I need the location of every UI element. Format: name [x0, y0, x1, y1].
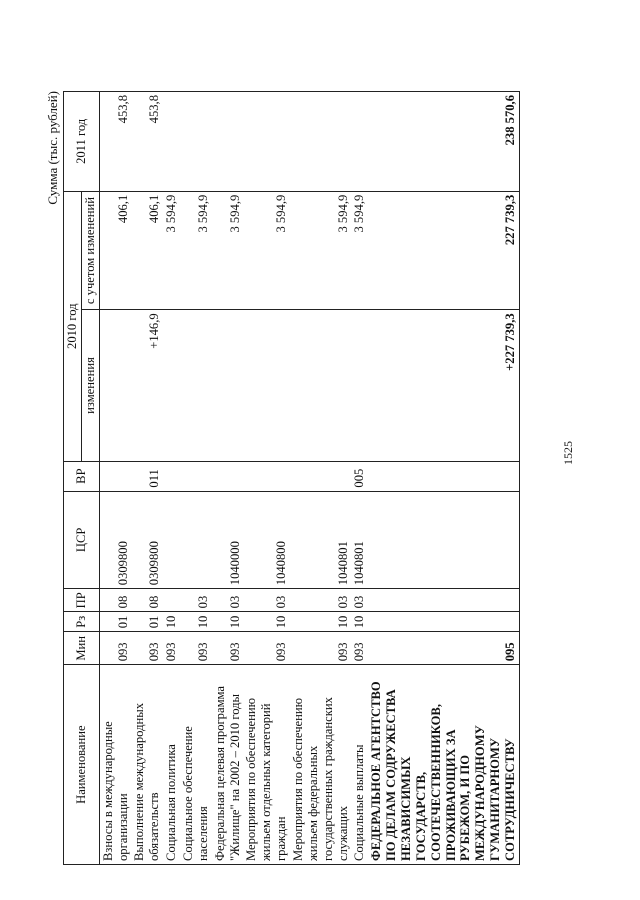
- cell-with-changes: 3 594,9: [243, 191, 290, 310]
- cell-name: Социальные выплаты: [351, 665, 368, 865]
- cell-changes: [212, 310, 244, 461]
- cell-pr: 03: [212, 589, 244, 612]
- table-row: [163, 92, 180, 865]
- cell-name: Федеральная целевая программа "Жилище" на 2002 – 2010 годы: [212, 665, 244, 865]
- table-row: [99, 92, 131, 865]
- header-changes: изменения: [81, 310, 99, 461]
- budget-table: [63, 91, 520, 865]
- cell-pr: 03: [180, 589, 212, 612]
- cell-csr: 1040801: [351, 491, 368, 589]
- cell-csr: [368, 491, 519, 589]
- unit-caption: Сумма (тыс. рублей): [45, 91, 60, 205]
- cell-y2011: 453,8: [131, 92, 163, 192]
- cell-with-changes: 406,1: [131, 191, 163, 310]
- cell-min: 093: [163, 632, 180, 665]
- cell-vr: 005: [351, 461, 368, 491]
- cell-csr: [163, 491, 180, 589]
- cell-csr: 1040801: [290, 491, 351, 589]
- cell-rz: 10: [243, 612, 290, 632]
- header-2010: 2010 год: [64, 191, 82, 461]
- cell-min: 095: [368, 632, 519, 665]
- cell-pr: 08: [131, 589, 163, 612]
- cell-vr: [163, 461, 180, 491]
- cell-y2011: [212, 92, 244, 192]
- cell-pr: 03: [290, 589, 351, 612]
- cell-changes: [243, 310, 290, 461]
- table-row: [131, 92, 163, 865]
- table-row: [290, 92, 351, 865]
- header-name: Наименование: [64, 665, 100, 865]
- cell-y2011: [163, 92, 180, 192]
- cell-csr: 0309800: [131, 491, 163, 589]
- cell-y2011: [243, 92, 290, 192]
- cell-min: 093: [243, 632, 290, 665]
- cell-pr: 08: [99, 589, 131, 612]
- cell-csr: 0309800: [99, 491, 131, 589]
- cell-with-changes: 3 594,9: [290, 191, 351, 310]
- cell-with-changes: 3 594,9: [163, 191, 180, 310]
- cell-pr: 03: [351, 589, 368, 612]
- cell-rz: 10: [351, 612, 368, 632]
- header-with-changes: с учетом изменений: [81, 191, 99, 310]
- cell-name: Социальное обеспечение населения: [180, 665, 212, 865]
- cell-min: 093: [212, 632, 244, 665]
- table-row: [180, 92, 212, 865]
- cell-vr: 011: [131, 461, 163, 491]
- cell-changes: [99, 310, 131, 461]
- cell-name: Мероприятия по обеспечению жильем отдельных категорий граждан: [243, 665, 290, 865]
- cell-changes: [290, 310, 351, 461]
- cell-name: Взносы в международные организации: [99, 665, 131, 865]
- cell-with-changes: 3 594,9: [180, 191, 212, 310]
- header-min: Мин: [64, 632, 100, 665]
- cell-vr: [368, 461, 519, 491]
- cell-vr: [180, 461, 212, 491]
- table-row: [243, 92, 290, 865]
- header-vr: ВР: [64, 461, 100, 491]
- cell-min: 093: [131, 632, 163, 665]
- header-2011: 2011 год: [64, 92, 100, 192]
- cell-rz: 01: [131, 612, 163, 632]
- cell-changes: +146,9: [131, 310, 163, 461]
- cell-changes: [180, 310, 212, 461]
- cell-rz: 10: [290, 612, 351, 632]
- cell-rz: [368, 612, 519, 632]
- cell-changes: [163, 310, 180, 461]
- cell-y2011: [290, 92, 351, 192]
- cell-y2011: 453,8: [99, 92, 131, 192]
- cell-with-changes: 3 594,9: [351, 191, 368, 310]
- cell-name: Выполнение международных обязательств: [131, 665, 163, 865]
- cell-changes: +227 739,3: [368, 310, 519, 461]
- cell-changes: [351, 310, 368, 461]
- cell-y2011: 238 570,6: [368, 92, 519, 192]
- cell-csr: 1040000: [212, 491, 244, 589]
- cell-y2011: [351, 92, 368, 192]
- cell-csr: [180, 491, 212, 589]
- rotated-content: [45, 65, 605, 865]
- cell-rz: 10: [212, 612, 244, 632]
- cell-min: 093: [99, 632, 131, 665]
- cell-vr: [243, 461, 290, 491]
- cell-pr: 03: [243, 589, 290, 612]
- cell-rz: 10: [180, 612, 212, 632]
- cell-pr: [163, 589, 180, 612]
- cell-name: Мероприятия по обеспечению жильем федеральных государственных гражданских служащих: [290, 665, 351, 865]
- cell-rz: 01: [99, 612, 131, 632]
- header-rz: Рз: [64, 612, 100, 632]
- cell-vr: [212, 461, 244, 491]
- cell-pr: [368, 589, 519, 612]
- table-row: [351, 92, 368, 865]
- cell-name: ФЕДЕРАЛЬНОЕ АГЕНТСТВО ПО ДЕЛАМ СОДРУЖЕСТВА НЕЗАВИСИМЫХ ГОСУДАРСТВ, СООТЕЧЕСТВЕННИКОВ, ПРОЖИВАЮЩИХ ЗА РУБЕЖОМ, И ПО МЕЖДУНАРОДНОМУ ГУМАНИТАРНОМУ СОТРУДНИЧЕСТВУ: [368, 665, 519, 865]
- header-csr: ЦСР: [64, 491, 100, 589]
- table-body: [99, 92, 519, 865]
- cell-min: 093: [290, 632, 351, 665]
- cell-name: Социальная политика: [163, 665, 180, 865]
- cell-y2011: [180, 92, 212, 192]
- cell-min: 093: [351, 632, 368, 665]
- table-row: [368, 92, 519, 865]
- page-number: 1525: [561, 441, 575, 465]
- cell-csr: 1040800: [243, 491, 290, 589]
- cell-vr: [99, 461, 131, 491]
- table-row: [212, 92, 244, 865]
- cell-rz: 10: [163, 612, 180, 632]
- header-pr: ПР: [64, 589, 100, 612]
- cell-min: 093: [180, 632, 212, 665]
- cell-with-changes: 3 594,9: [212, 191, 244, 310]
- cell-vr: [290, 461, 351, 491]
- cell-with-changes: 227 739,3: [368, 191, 519, 310]
- cell-with-changes: 406,1: [99, 191, 131, 310]
